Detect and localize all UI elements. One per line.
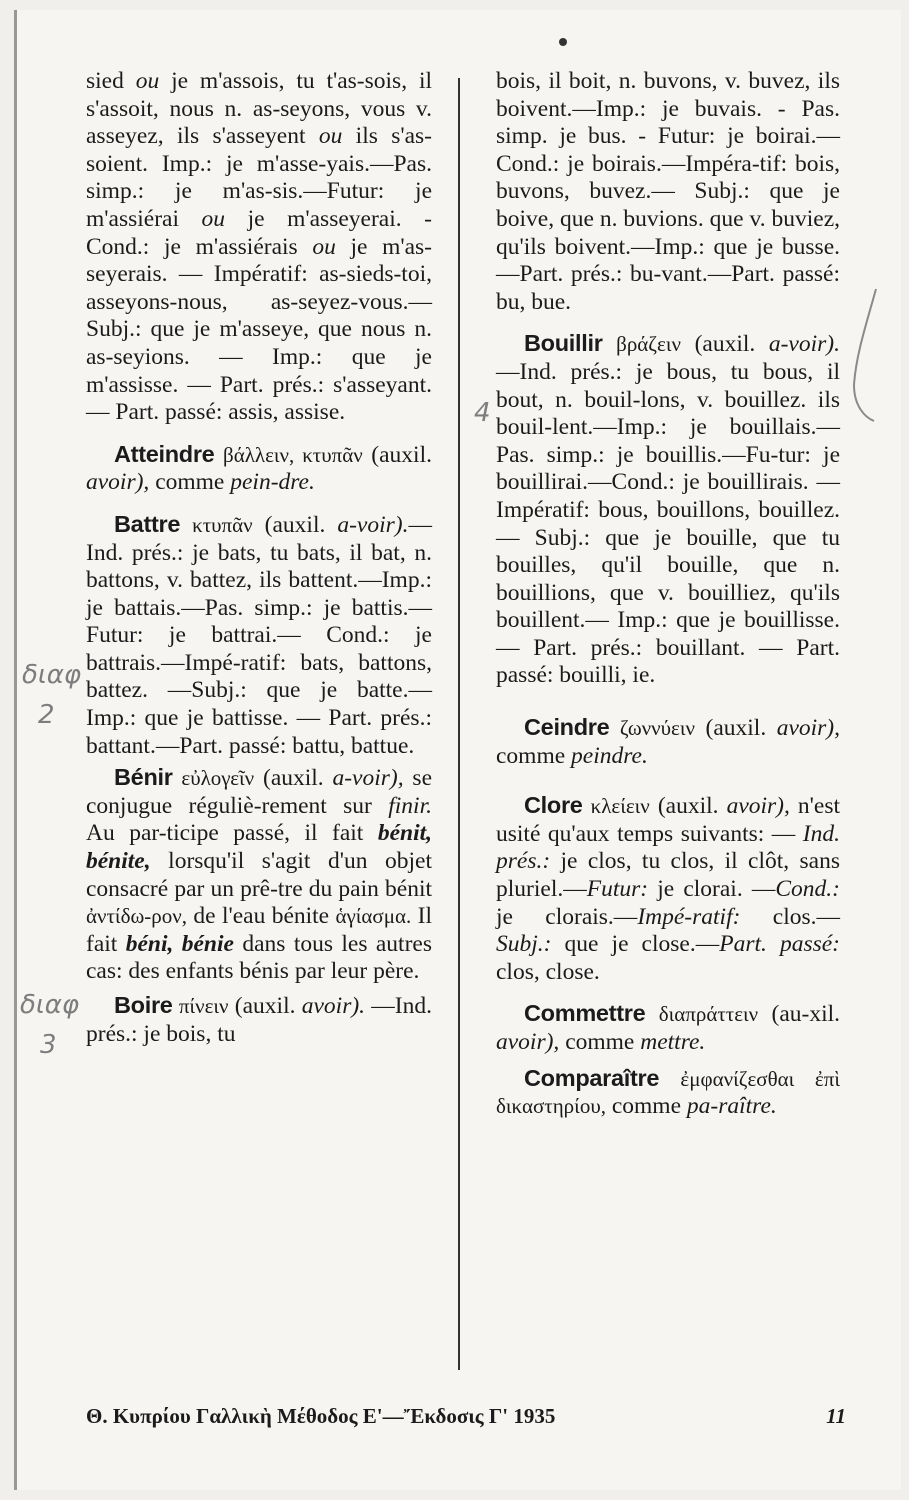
headword-benir: Bénir — [114, 764, 173, 791]
print-dot — [559, 38, 567, 46]
headword-comparaitre: Comparaître — [524, 1064, 660, 1091]
headword-boire: Boire — [114, 992, 173, 1018]
headword-ceindre: Ceindre — [524, 714, 610, 741]
entry-battre: Battre κτυπᾶν (auxil. a-voir).—Ind. prés.: je bats, tu bats, il bat, n. battons, v. battez, ils battent.—Imp.: je battais.—Pas. simp.: je battis.—Futur: je battrai.— Cond.: je battrais.—Impé-ratif: bats, battons, battez. —Subj.: que je batte.— Imp.: que je battisse. — Part. prés.: battant.—Part. passé: battu, battue. — [86, 510, 432, 759]
margin-note-5: 4 — [474, 398, 491, 428]
margin-note-1: διαφ — [22, 660, 81, 690]
entry-bouillir: Bouillir βράζειν (auxil. a-voir).—Ind. prés.: je bous, tu bous, il bout, n. bouil-lons, v. bouillez. ils bouil-lent.—Imp.: je bouillais.— Pas. simp.: je bouillis.—Fu-tur: je bouillirai.—Cond.: je bouillirais. — Impératif: bous, bouillons, bouillez.— Subj.: que je bouille, que tu bouilles, qu'il bouille, que n. bouillions, que v. bouilliez, qu'ils bouillent.— Imp.: que je bouillisse.— Part. prés.: bouillant. — Part. passé: bouilli, ie. — [496, 330, 840, 689]
left-column — [86, 68, 432, 1048]
footer-title: Θ. Κυπρίου Γαλλικὴ Μέθοδος Ε'—Ἔκδοσις Γ' 1935 — [86, 1404, 556, 1428]
margin-note-4: 3 — [40, 1030, 57, 1060]
page-number: 11 — [826, 1404, 846, 1428]
margin-note-2: 2 — [38, 700, 55, 730]
entry-atteindre: Atteindre βάλλειν, κτυπᾶν (auxil. avoir), comme pein-dre. — [86, 440, 432, 496]
column-divider — [458, 78, 460, 1370]
margin-note-3: διαφ — [20, 990, 79, 1020]
right-column — [496, 68, 840, 1121]
entry-comparaitre: Comparaître ἐμφανίζεσθαι ἐπὶ δικαστηρίου, comme pa-raître. — [496, 1064, 840, 1120]
entry-clore: Clore κλείειν (auxil. avoir), n'est usité qu'aux temps suivants: — Ind. prés.: je clos, tu clos, il clôt, sans pluriel.—Futur: je clorai. —Cond.: je clorais.—Impé-ratif: clos.—Subj.: que je close.—Part. passé: clos, close. — [496, 792, 840, 985]
entry-boire: Boire πίνειν (auxil. avoir). —Ind. prés.: je bois, tu — [86, 992, 432, 1047]
entry-boire-continued: bois, il boit, n. buvons, v. buvez, ils boivent.—Imp.: je buvais. - Pas. simp. je bus. - Futur: je boirai.— Cond.: je boirais.—Impéra-tif: bois, buvons, buvez.— Subj.: que je boive, que n. buvions. que v. buviez, qu'ils boivent.—Imp.: que je busse.—Part. prés.: bu-vant.—Part. passé: bu, bue. — [496, 68, 840, 315]
entry-ceindre: Ceindre ζωννύειν (auxil. avoir), comme peindre. — [496, 714, 840, 769]
page-footer — [86, 1404, 846, 1429]
headword-bouillir: Bouillir — [524, 330, 603, 357]
headword-clore: Clore — [524, 792, 583, 819]
headword-atteindre: Atteindre — [114, 440, 215, 467]
entry-benir: Bénir εὐλογεῖν (auxil. a-voir), se conjugue réguliè-rement sur finir. Au par-ticipe passé, il fait bénit, bénite, lorsqu'il s'agit d'un objet consacré par un prê-tre du pain bénit ἀντίδω-ρον, de l'eau bénite ἁγίασμα. Il fait béni, bénie dans tous les autres cas: des enfants bénis par leur père. — [86, 764, 433, 985]
pencil-bracket-mark — [846, 285, 886, 425]
headword-commettre: Commettre — [524, 1000, 646, 1027]
entry-commettre: Commettre διαπράττειν (au-xil. avoir), comme mettre. — [496, 1000, 841, 1055]
headword-battre: Battre — [114, 510, 181, 537]
entry-asseoir-continued: sied ou je m'assois, tu t'as-sois, il s'assoit, nous n. as-seyons, vous v. asseyez, ils s'asseyent ou ils s'as-soient. Imp.: je m'asse-yais.—Pas. simp.: je m'as-sis.—Futur: je m'assiérai ou je m'asseyerai. - Cond.: je m'assiérais ou je m'as-seyerais. — Impératif: as-sieds-toi, asseyons-nous, as-seyez-vous.—Subj.: que je m'asseye, que nous n. as-seyions. — Imp.: que je m'assisse. — Part. prés.: s'asseyant. — Part. passé: assis, assise. — [86, 68, 433, 426]
